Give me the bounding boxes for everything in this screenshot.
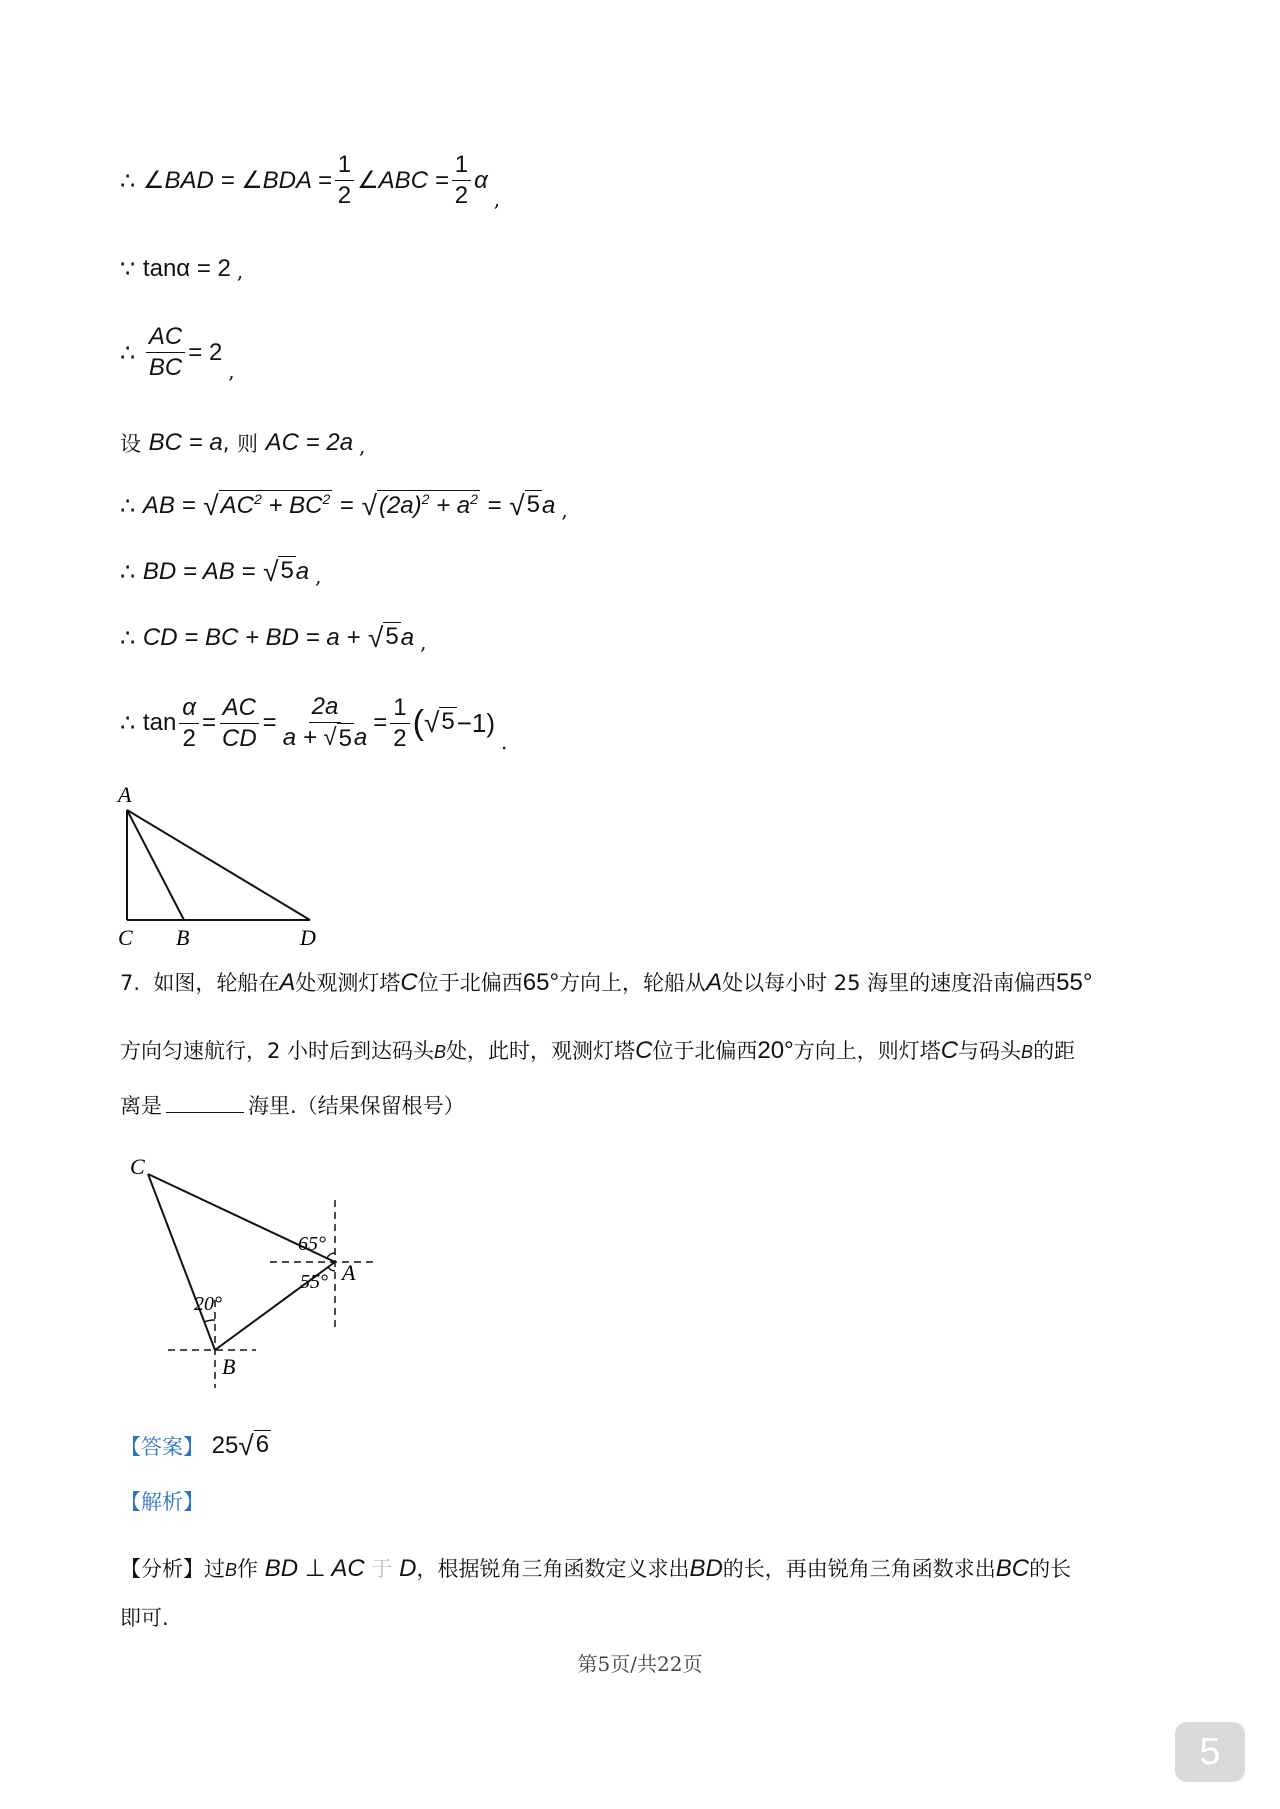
q7-line-3: 离是 海里.（结果保留根号） [120, 1094, 465, 1118]
question-7 [120, 968, 1180, 1126]
expr: ∠ABC = [357, 167, 449, 194]
label-C: C [118, 925, 133, 950]
angle-label-65: 65° [298, 1233, 326, 1255]
fraction-ac-cd: $\frac{AC}{CD}$ [219, 693, 260, 754]
fenxi-line-1: 【分析】过B作 BD ⊥ AC 于 D，根据锐角三角函数定义求出BD的长，再由锐角三角函数求出BC的长 [120, 1555, 1072, 1582]
angle-arc-20 [204, 1320, 215, 1322]
expr: tanα = 2 [142, 255, 231, 282]
therefore-symbol: ∴ [120, 709, 136, 737]
math-line-3: ∴ $\frac{AC}{BC}$ = 2 , [120, 323, 235, 383]
sqrt-5: √ 5 [263, 556, 294, 587]
q7-line-1: 7. 如图，轮船在A处观测灯塔C位于北偏西65°方向上，轮船从A处以每小时 25 海里的速度沿南偏西55° [120, 969, 1093, 996]
math-line-4: 设 BC = a , 则 AC = 2a , [120, 429, 366, 458]
expr: BC = a [148, 429, 223, 456]
because-symbol: ∵ [120, 255, 136, 283]
expr: ∠BAD = ∠BDA = [142, 167, 332, 194]
therefore-symbol: ∴ [120, 492, 136, 520]
sqrt-expr: √ $(2a)^2 + a^2$ [361, 490, 478, 521]
answer-line [120, 1430, 271, 1462]
label-D: D [300, 925, 316, 950]
q7-line-2: 方向匀速航行，2 小时后到达码头B处，此时，观测灯塔C位于北偏西20°方向上，则灯塔C与码头B的距 [120, 1037, 1076, 1064]
fraction-half: $\frac{1}{2}$ [335, 150, 354, 211]
label-B: B [176, 925, 190, 950]
sqrt-5: √ 5 [423, 707, 455, 738]
answer-blank [166, 1112, 244, 1113]
alpha: α [474, 166, 488, 194]
therefore-symbol: ∴ [120, 624, 136, 652]
math-line-5: ∴ AB = √ $AC^2 + BC^2$ = √ $(2a)^2 + a^2$ = √ 5 a , [120, 490, 568, 522]
therefore-symbol: ∴ [120, 338, 136, 367]
label-A: A [342, 1260, 356, 1285]
angle-label-20: 20° [194, 1293, 222, 1315]
math-line-1: ∴ ∠BAD = ∠BDA = $\frac{1}{2}$ ∠ABC = $\frac{1}{2}$ α , [120, 151, 501, 211]
label-A: A [118, 782, 132, 807]
sqrt-5: √ 5 [509, 490, 540, 521]
expr: = 2 [188, 338, 223, 366]
fraction-half: $\frac{1}{2}$ [390, 693, 409, 754]
navigation-figure-2 [120, 1150, 390, 1390]
page-number-badge[interactable]: 5 [1175, 1722, 1245, 1782]
angle-arc-55 [328, 1267, 335, 1271]
analysis-label: 【解析】 [120, 1490, 204, 1514]
therefore-symbol: ∴ [120, 558, 136, 586]
math-line-8: ∴ tan $\frac{\alpha}{2}$ = $\frac{AC}{CD}$ = 2a a + √ 5 a = $\frac{1}{2}$ ( √ 5 −1) . [120, 693, 508, 754]
label-B: B [222, 1354, 236, 1379]
analysis-paragraph [120, 1540, 1180, 1638]
angle-label-55: 55° [300, 1271, 328, 1293]
sqrt-6: √ 6 [238, 1430, 270, 1461]
page-footer: 第5页/共22页 [577, 1652, 703, 1676]
fraction-2a: 2a a + √ 5 a [282, 693, 368, 752]
triangle-figure-1 [110, 780, 330, 950]
fenxi-line-2: 即可. [120, 1606, 169, 1630]
math-line-7: ∴ CD = BC + BD = a + √ 5 a , [120, 622, 427, 654]
expr: AC = 2a [265, 429, 354, 456]
fraction-alpha-2: $\frac{\alpha}{2}$ [179, 693, 199, 754]
therefore-symbol: ∴ [120, 166, 136, 195]
sqrt-expr: √ $AC^2 + BC^2$ [203, 490, 331, 521]
math-line-6: ∴ BD = AB = √ 5 a , [120, 556, 322, 588]
sqrt-5: √ 5 [368, 622, 399, 653]
answer-label: 【答案】 [120, 1435, 204, 1459]
fraction-ac-bc: $\frac{AC}{BC}$ [146, 322, 185, 383]
answer-value: 25 [211, 1432, 239, 1459]
angle-arc-65 [327, 1253, 335, 1258]
fraction-half: $\frac{1}{2}$ [452, 150, 471, 211]
label-C: C [130, 1154, 145, 1179]
analysis-line [120, 1486, 204, 1516]
math-line-2: ∵ tanα = 2 , [120, 255, 244, 283]
